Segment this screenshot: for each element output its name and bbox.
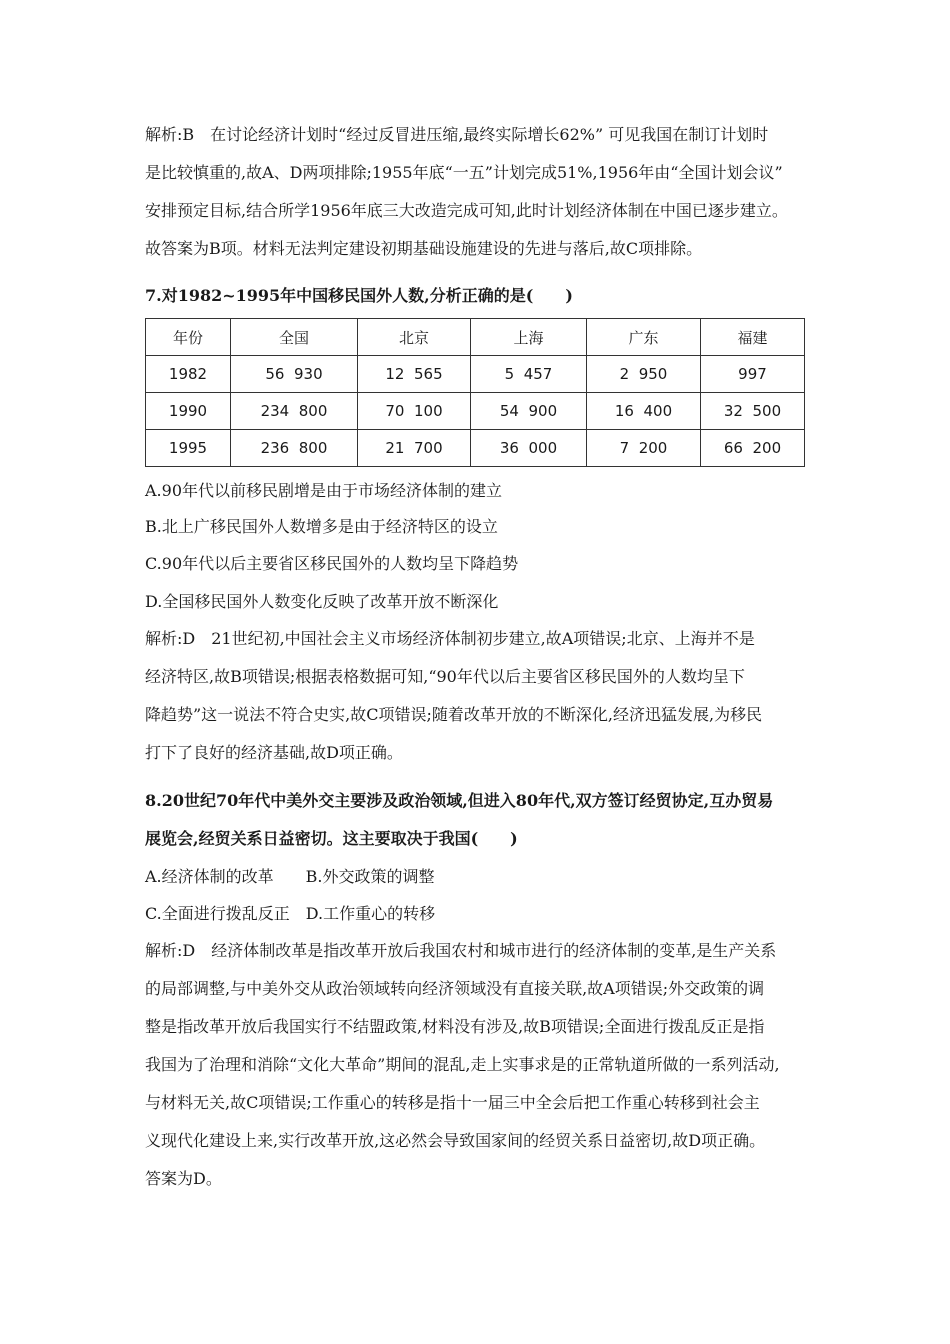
- table-header-cell: 福建: [701, 319, 805, 356]
- table-cell: 36 000: [471, 430, 587, 467]
- text-line: 我国为了治理和消除“文化大革命”期间的混乱,走上实事求是的正常轨道所做的一系列活动,: [145, 1055, 780, 1074]
- text-line: 整是指改革开放后我国实行不结盟政策,材料没有涉及,故B项错误;全面进行拨乱反正是指: [145, 1017, 765, 1036]
- table-cell: 1990: [146, 393, 231, 430]
- option-a: A.90年代以前移民剧增是由于市场经济体制的建立: [145, 481, 503, 500]
- table-cell: 1982: [146, 356, 231, 393]
- text-line: 解析:D 21世纪初,中国社会主义市场经济体制初步建立,故A项错误;北京、上海并不是: [145, 629, 755, 648]
- table-cell: 234 800: [231, 393, 358, 430]
- text-line: 打下了良好的经济基础,故D项正确。: [145, 743, 403, 762]
- table-header-cell: 上海: [471, 319, 587, 356]
- table-cell: 66 200: [701, 430, 805, 467]
- option-b: B.北上广移民国外人数增多是由于经济特区的设立: [145, 517, 498, 536]
- text-line: 与材料无关,故C项错误;工作重心的转移是指十一届三中全会后把工作重心转移到社会主: [145, 1093, 760, 1112]
- table-cell: 21 700: [358, 430, 471, 467]
- table-header-row: [146, 319, 805, 356]
- text-line: 8.20世纪70年代中美外交主要涉及政治领域,但进入80年代,双方签订经贸协定,互办贸易: [145, 791, 774, 810]
- question-7: 7.对1982~1995年中国移民国外人数,分析正确的是( ): [145, 286, 573, 305]
- table-cell: 16 400: [587, 393, 701, 430]
- table-cell: 236 800: [231, 430, 358, 467]
- table-header-cell: 全国: [231, 319, 358, 356]
- table-cell: 997: [701, 356, 805, 393]
- text-line: 安排预定目标,结合所学1956年底三大改造完成可知,此时计划经济体制在中国已逐步建立。: [145, 201, 788, 220]
- table-cell: 1995: [146, 430, 231, 467]
- option-row: A.经济体制的改革 B.外交政策的调整: [145, 867, 435, 886]
- option-row: C.全面进行拨乱反正 D.工作重心的转移: [145, 904, 436, 923]
- table-row: [146, 356, 805, 393]
- text-line: 解析:B 在讨论经济计划时“经过反冒进压缩,最终实际增长62%” 可见我国在制订计划时: [145, 125, 769, 144]
- table-cell: 32 500: [701, 393, 805, 430]
- table-row: [146, 430, 805, 467]
- table-header-cell: 北京: [358, 319, 471, 356]
- option-c: C.90年代以后主要省区移民国外的人数均呈下降趋势: [145, 554, 519, 573]
- table-header-cell: 年份: [146, 319, 231, 356]
- table-cell: 70 100: [358, 393, 471, 430]
- table-cell: 54 900: [471, 393, 587, 430]
- text-line: 的局部调整,与中美外交从政治领域转向经济领域没有直接关联,故A项错误;外交政策的调: [145, 979, 765, 998]
- table-cell: 7 200: [587, 430, 701, 467]
- text-line: 故答案为B项。材料无法判定建设初期基础设施建设的先进与落后,故C项排除。: [145, 239, 703, 258]
- table-cell: 56 930: [231, 356, 358, 393]
- text-line: 答案为D。: [145, 1169, 222, 1188]
- text-line: 展览会,经贸关系日益密切。这主要取决于我国( ): [145, 829, 518, 848]
- text-line: 是比较慎重的,故A、D两项排除;1955年底“一五”计划完成51%,1956年由“全国计划会议”: [145, 163, 783, 182]
- table-cell: 5 457: [471, 356, 587, 393]
- text-line: 经济特区,故B项错误;根据表格数据可知,“90年代以后主要省区移民国外的人数均呈下: [145, 667, 745, 686]
- emigration-table: [145, 318, 805, 467]
- text-line: 义现代化建设上来,实行改革开放,这必然会导致国家间的经贸关系日益密切,故D项正确。: [145, 1131, 766, 1150]
- table-cell: 2 950: [587, 356, 701, 393]
- text-line: 解析:D 经济体制改革是指改革开放后我国农村和城市进行的经济体制的变革,是生产关系: [145, 941, 777, 960]
- text-line: 降趋势”这一说法不符合史实,故C项错误;随着改革开放的不断深化,经济迅猛发展,为移民: [145, 705, 763, 724]
- option-d: D.全国移民国外人数变化反映了改革开放不断深化: [145, 592, 499, 611]
- table-row: [146, 393, 805, 430]
- table-header-cell: 广东: [587, 319, 701, 356]
- table-cell: 12 565: [358, 356, 471, 393]
